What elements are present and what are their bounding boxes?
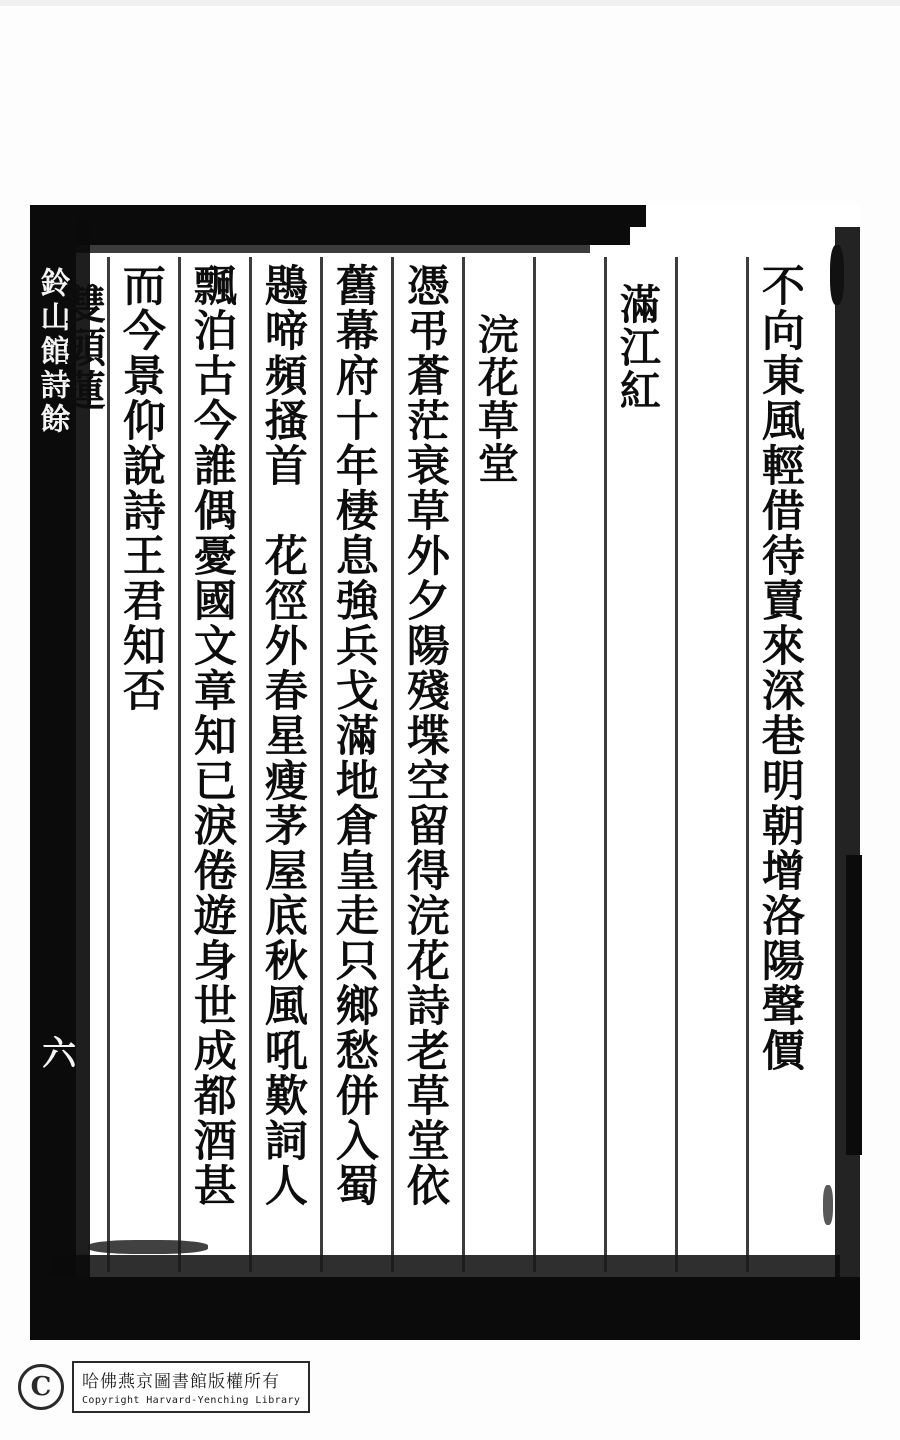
stamp-box [72, 1361, 310, 1413]
frame-edge-top-notch [586, 205, 646, 227]
scan-noise-top [0, 0, 900, 6]
ink-speck [830, 245, 844, 305]
spine-title: 鈴山館詩餘 [34, 267, 70, 437]
column-rule [675, 257, 678, 1272]
text-column-9: 飄泊古今誰偶憂國文章知已淚倦遊身世成都酒甚 [186, 263, 237, 1208]
frame-edge-right-blob [846, 855, 862, 1155]
text-column-6: 憑弔蒼茫衰草外夕陽殘堞空留得浣花詩老草堂依 [399, 263, 450, 1208]
copyright-icon: C [18, 1364, 64, 1410]
text-column-7: 舊幕府十年棲息強兵戈滿地倉皇走只鄉愁併入蜀 [328, 263, 379, 1208]
column-rule [604, 257, 607, 1272]
column-rule [178, 257, 181, 1272]
column-rule [320, 257, 323, 1272]
text-column-8: 鶗啼頻搔首 花徑外春星瘦茅屋底秋風吼歎詞人 [257, 263, 308, 1208]
column-rule [746, 257, 749, 1272]
stamp-chinese-text: 哈佛燕京圖書館版權所有 [82, 1372, 280, 1392]
page-number: 六 [35, 1035, 76, 1071]
text-column-10: 而今景仰說詩王君知否 [115, 263, 166, 713]
frame-edge-top [30, 205, 630, 245]
stamp-english-text: Copyright Harvard-Yenching Library [82, 1395, 301, 1406]
text-column-1: 不向東風輕借待賣來深巷明朝增洛陽聲價 [754, 263, 805, 1073]
woodblock-frame [30, 205, 860, 1340]
library-copyright-stamp [18, 1356, 328, 1418]
ink-speck [823, 1185, 833, 1225]
text-column-11-heading: 雙頭蓮 [57, 283, 106, 412]
text-column-5-heading: 浣花草堂 [470, 313, 519, 485]
column-rule [249, 257, 252, 1272]
text-column-3-heading: 滿江紅 [612, 283, 661, 412]
frame-edge-bottom [30, 1277, 860, 1340]
column-rule [533, 257, 536, 1272]
column-rule [391, 257, 394, 1272]
column-rule [462, 257, 465, 1272]
frame-edge-top-inner [30, 241, 590, 253]
column-rule [107, 257, 110, 1272]
